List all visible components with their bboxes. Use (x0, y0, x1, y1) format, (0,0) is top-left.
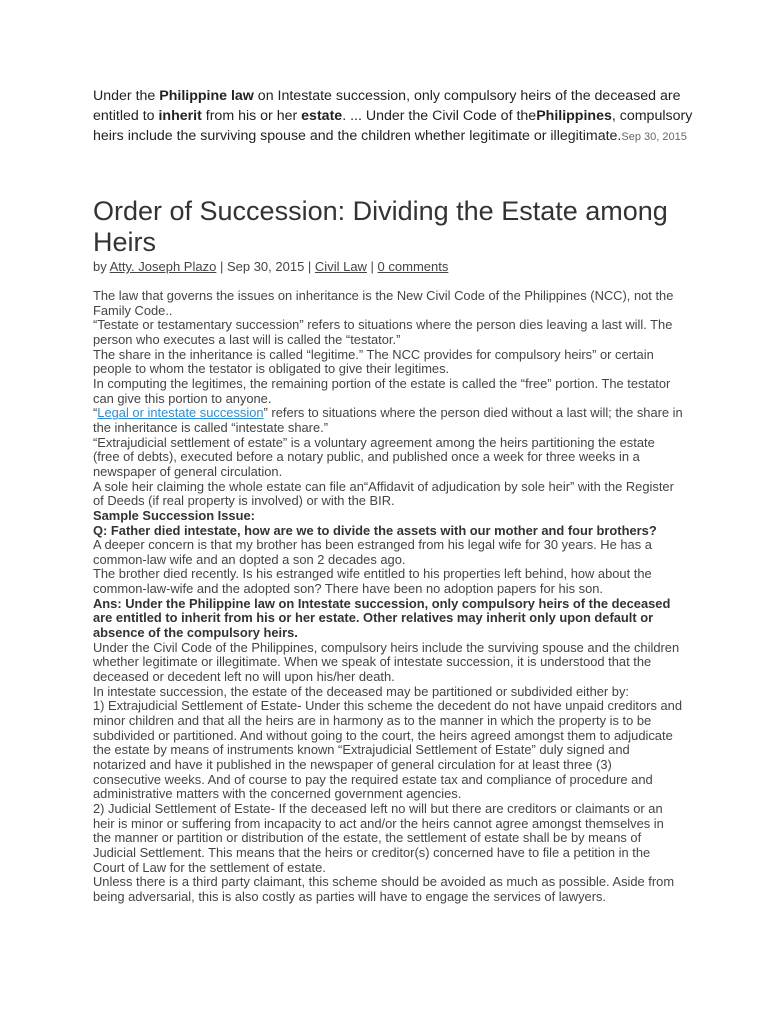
snippet-text: on Intestate succession, only compulsory heirs of the deceased are entitled to (93, 88, 681, 124)
paragraph: A deeper concern is that my brother has been estranged from his legal wife for 30 years. He has a common-law wife and an dopted a son 2 decades ago. (93, 537, 652, 567)
byline-date: Sep 30, 2015 (226, 259, 305, 274)
byline-by: by (93, 259, 110, 274)
snippet-bold: Philippines (536, 108, 612, 124)
quote-mark: “ (93, 405, 98, 421)
byline-separator: | (216, 259, 227, 274)
article-byline (93, 259, 448, 275)
paragraph: The share in the inheritance is called “legitime.” The NCC provides for compulsory heirs” or certain people to whom the testator is obligated to give their legitimes. (93, 346, 654, 377)
comments-link[interactable]: 0 comments (377, 259, 449, 274)
paragraph: In computing the legitimes, the remaining portion of the estate is called the “free” portion. The testator can give this portion to anyone. (93, 375, 671, 406)
intestate-succession-link[interactable]: Legal or intestate succession (97, 405, 264, 421)
paragraph: 2) Judicial Settlement of Estate- If the deceased left no will but there are creditors or claimants or an heir is minor or suffering from incapacity to act and/or the heirs cannot agree amongst themselves in the manner or partition or distribution of the estate, the settlement of estate shall be by means of Judicial Settlement. This means that the heirs or creditor(s) concerned have to file a petition in the Court of Law for the settlement of estate. (93, 800, 664, 875)
snippet-bold: inherit (158, 108, 202, 124)
byline-separator: | (366, 259, 378, 274)
article-body (93, 289, 683, 905)
search-snippet (93, 86, 693, 147)
snippet-text: Under the (93, 88, 160, 104)
paragraph: The law that governs the issues on inheritance is the New Civil Code of the Philippines (NCC), not the Family Code.. (93, 288, 674, 318)
paragraph-text: ” refers to situations where the person died without a last will; the share in the inheritance is called “intestate share.” (93, 405, 683, 435)
paragraph: Unless there is a third party claimant, this scheme should be avoided as much as possible. Aside from being adversarial, this is also costly as parties will have to engage the services of lawyers. (93, 874, 675, 904)
snippet-text: , compulsory heirs include the surviving spouse and the children whether legitimate or illegitimate. (93, 108, 693, 144)
paragraph: Under the Civil Code of the Philippines, compulsory heirs include the surviving spouse and the children whether legitimate or illegitimate. When we speak of intestate succession, it is understood that the deceased or decedent left no will upon his/her death. (93, 639, 680, 685)
snippet-bold: Philippine law (159, 88, 254, 104)
byline-separator: | (304, 259, 315, 274)
paragraph: A sole heir claiming the whole estate can file an“Affidavit of adjudication by sole heir” with the Register of Deeds (if real property is involved) or with the BIR. (93, 478, 674, 509)
snippet-text: . ... Under the Civil Code of the (342, 108, 537, 124)
paragraph: 1) Extrajudicial Settlement of Estate- Under this scheme the decedent do not have unpaid creditors and minor children and that all the heirs are in harmony as to the manner in which the property is to be subdivided or partitioned. And without going to the court, the heirs agreed amongst them to adjudicate the estate by means of instruments known “Extrajudicial Settlement of Estate” duly signed and notarized and have it published in the newspaper of general circulation for at least three (3) consecutive weeks. And of course to pay the required estate tax and compliance of procedure and administrative matters with the concerned government agencies. (93, 698, 683, 802)
snippet-text: from his or her (201, 108, 302, 124)
section-heading: Sample Succession Issue: (93, 507, 255, 523)
paragraph: The brother died recently. Is his estranged wife entitled to his properties left behind, how about the common-law-wife and the adopted son? There have been no adoption papers for his son. (93, 566, 652, 597)
snippet-bold: estate (301, 108, 343, 124)
article-title: Order of Succession: Dividing the Estate among Heirs (93, 196, 668, 257)
question: Q: Father died intestate, how are we to divide the assets with our mother and four brothers? (93, 522, 657, 538)
category-link[interactable]: Civil Law (314, 259, 367, 274)
paragraph: “Extrajudicial settlement of estate” is a voluntary agreement among the heirs partitioning the estate (free of debts), executed before a notary public, and published once a week for three weeks in a newspaper of general circulation. (93, 434, 655, 479)
paragraph: In intestate succession, the estate of the deceased may be partitioned or subdivided either by: (93, 683, 630, 699)
paragraph (93, 406, 683, 435)
paragraph: “Testate or testamentary succession” refers to situations where the person dies leaving a last will. The person who executes a last will is called the “testator.” (93, 317, 673, 347)
author-link[interactable]: Atty. Joseph Plazo (109, 259, 217, 274)
snippet-date: Sep 30, 2015 (621, 131, 687, 143)
answer: Ans: Under the Philippine law on Intestate succession, only compulsory heirs of the deceased are entitled to inherit from his or her estate. Other relatives may inherit only upon default or absence of the compulsory heirs. (93, 595, 671, 641)
